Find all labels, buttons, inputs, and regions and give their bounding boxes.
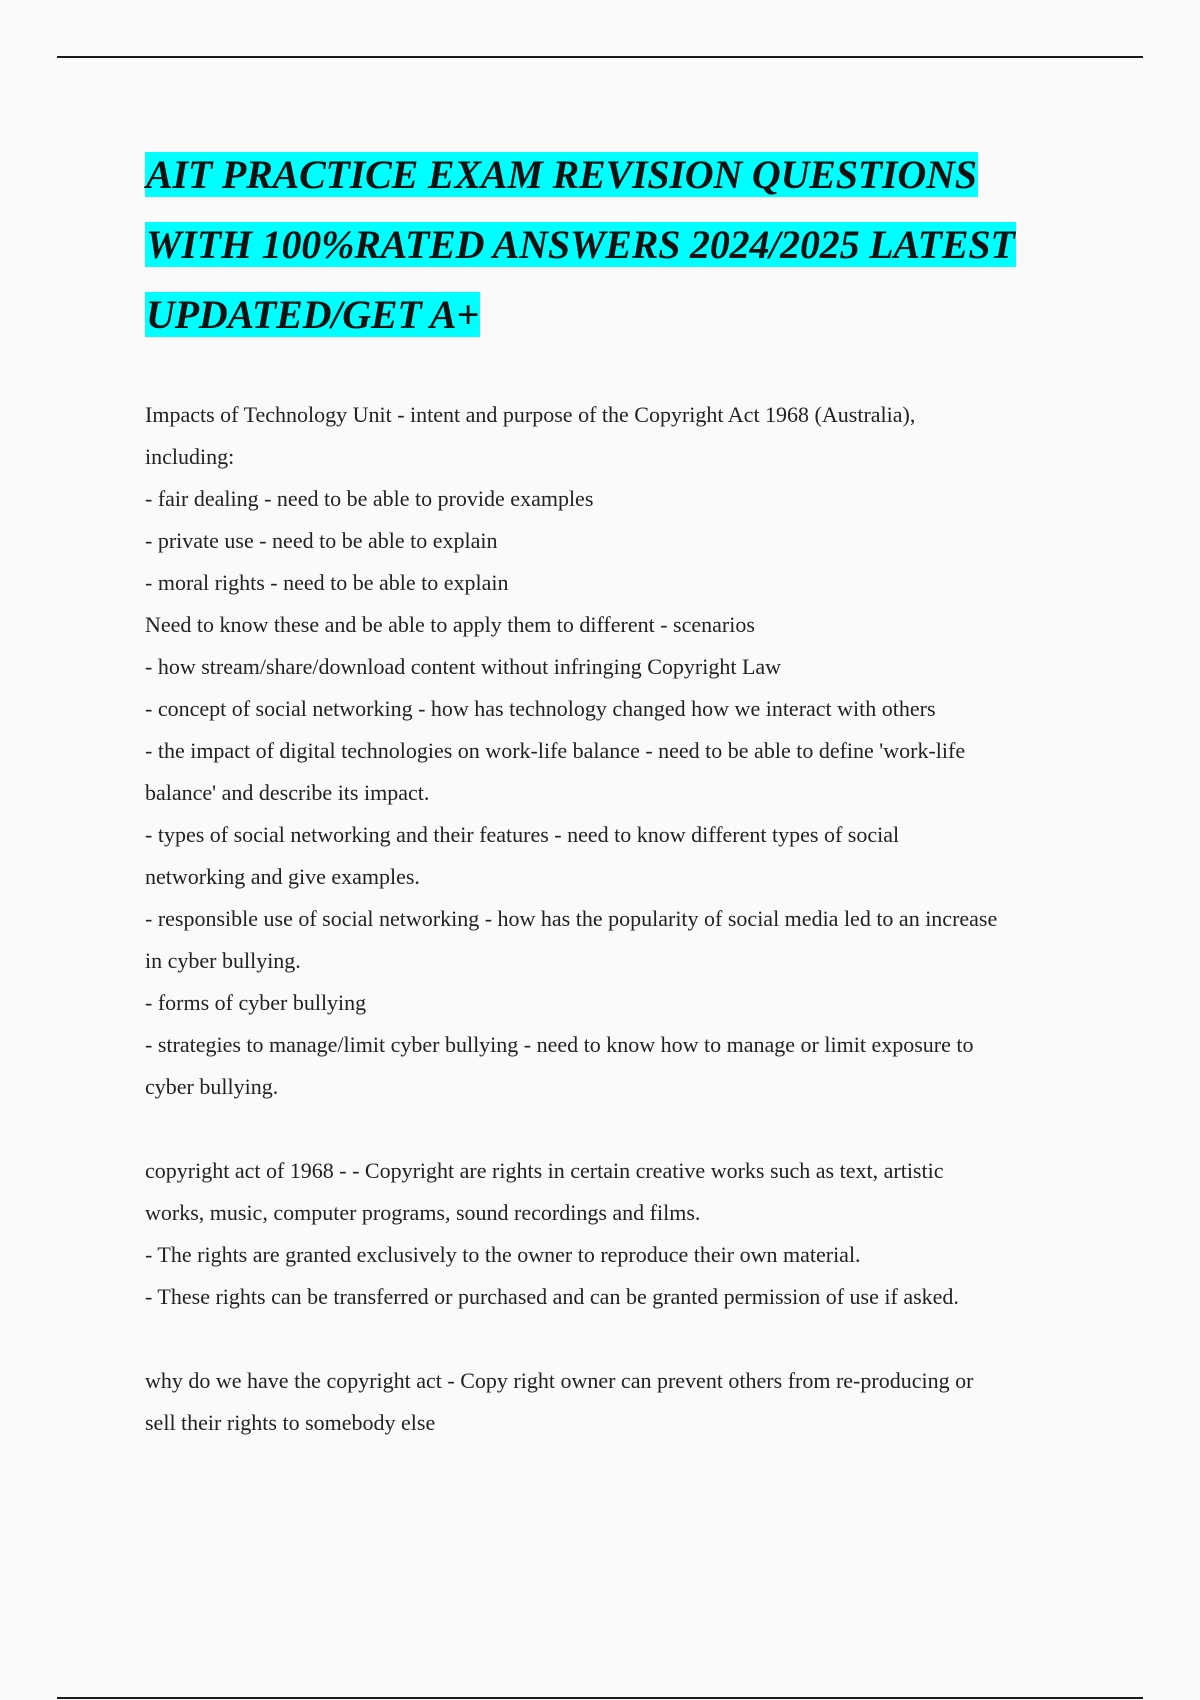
text-line: - forms of cyber bullying [145,990,367,1015]
text-line: networking and give examples. [145,864,420,889]
text-line: - moral rights - need to be able to explain [145,570,509,595]
text-line: - fair dealing - need to be able to provide examples [145,486,594,511]
top-rule [57,56,1143,58]
text-line: Impacts of Technology Unit - intent and purpose of the Copyright Act 1968 (Australia), [145,402,916,427]
impacts-of-technology-section [145,394,1105,1108]
copyright-act-section [145,1150,1105,1318]
text-line: - private use - need to be able to explain [145,528,498,553]
text-line: - strategies to manage/limit cyber bullying - need to know how to manage or limit exposure to [145,1032,974,1057]
bottom-rule [57,1697,1143,1699]
text-line: - The rights are granted exclusively to the owner to reproduce their own material. [145,1242,861,1267]
document-page [145,140,1105,1486]
text-line: - responsible use of social networking - how has the popularity of social media led to an increase [145,906,998,931]
text-line: - concept of social networking - how has technology changed how we interact with others [145,696,936,721]
title-line [145,280,1105,350]
text-line: cyber bullying. [145,1074,279,1099]
title-line-text: AIT PRACTICE EXAM REVISION QUESTIONS [146,152,977,197]
text-line: balance' and describe its impact. [145,780,430,805]
why-copyright-act-section [145,1360,1105,1444]
text-line: sell their rights to somebody else [145,1410,436,1435]
document-body [145,394,1105,1444]
text-line: - how stream/share/download content without infringing Copyright Law [145,654,782,679]
text-line: Need to know these and be able to apply them to different - scenarios [145,612,755,637]
document-title [145,140,1105,350]
text-line: copyright act of 1968 - - Copyright are rights in certain creative works such as text, artistic [145,1158,944,1183]
title-line-text: WITH 100%RATED ANSWERS 2024/2025 LATEST [146,222,1015,267]
title-line [145,210,1105,280]
text-line: - the impact of digital technologies on work-life balance - need to be able to define 'work-life [145,738,966,763]
text-line: why do we have the copyright act - Copy right owner can prevent others from re-producing or [145,1368,974,1393]
text-line: works, music, computer programs, sound recordings and films. [145,1200,701,1225]
text-line: in cyber bullying. [145,948,301,973]
title-line [145,140,1105,210]
text-line: - types of social networking and their features - need to know different types of social [145,822,900,847]
title-line-text: UPDATED/GET A+ [146,292,479,337]
text-line: - These rights can be transferred or purchased and can be granted permission of use if asked. [145,1284,959,1309]
text-line: including: [145,444,235,469]
